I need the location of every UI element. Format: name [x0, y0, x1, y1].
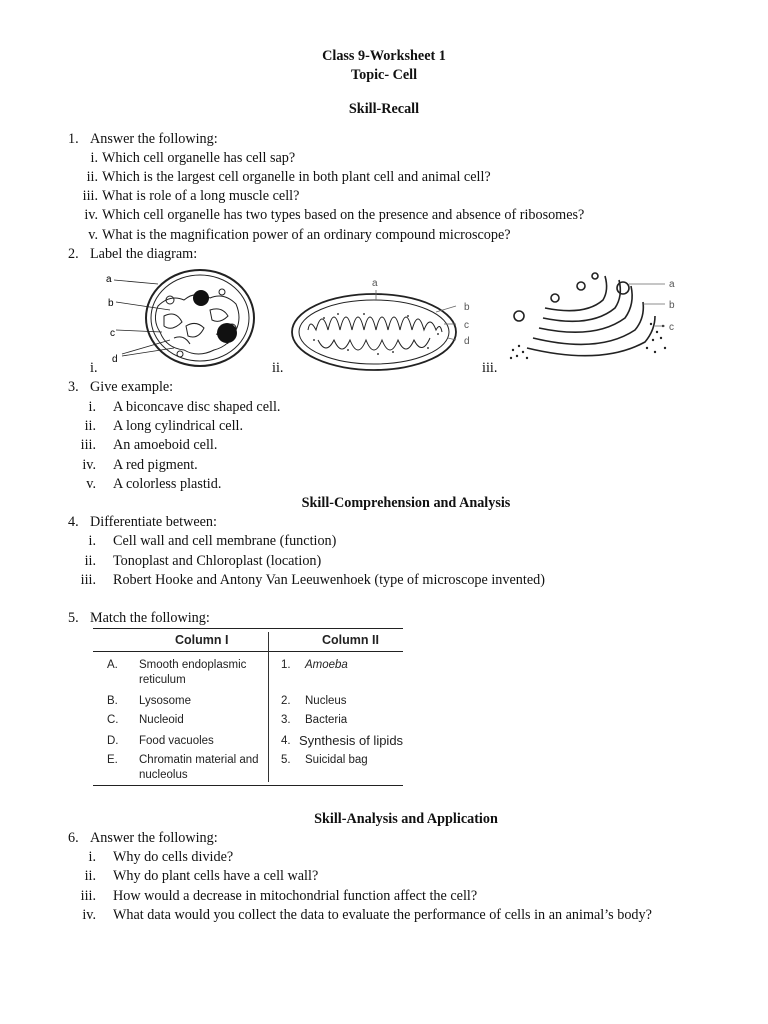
column-1-cell: Smooth endoplasmic: [139, 659, 247, 671]
question-number: 2.: [68, 246, 79, 262]
item-numeral: iv.: [82, 457, 96, 473]
column-1-cell: Nucleoid: [139, 714, 184, 726]
table-rule-header: [93, 651, 403, 652]
list-item: Why do cells divide?: [113, 849, 234, 865]
row-number: 4.: [281, 735, 291, 747]
section-heading-comprehension: Skill-Comprehension and Analysis: [301, 495, 511, 511]
row-letter: A.: [107, 659, 118, 671]
column-2-cell: Bacteria: [305, 714, 348, 726]
list-item: Robert Hooke and Antony Van Leeuwenhoek (type of microscope invented): [113, 572, 545, 588]
label-d: d: [464, 336, 470, 347]
section-heading-recall: Skill-Recall: [348, 101, 420, 117]
question-number: 4.: [68, 514, 79, 530]
table-rule-bottom: [93, 785, 403, 786]
question-text: Answer the following:: [90, 131, 218, 147]
row-letter: E.: [107, 754, 118, 766]
label-d: d: [112, 354, 118, 365]
column-2-header: Column II: [322, 633, 379, 647]
question-text: Answer the following:: [90, 830, 218, 846]
item-numeral: v.: [88, 227, 98, 243]
item-numeral: ii.: [86, 169, 98, 185]
figure-label-ii: ii.: [272, 360, 284, 376]
list-item: Which is the largest cell organelle in both plant cell and animal cell?: [102, 169, 491, 185]
table-rule-top: [93, 628, 403, 629]
list-item: Which cell organelle has cell sap?: [102, 150, 296, 166]
column-1-cell-cont: nucleolus: [139, 769, 188, 781]
column-1-header: Column I: [175, 633, 229, 647]
row-letter: B.: [107, 695, 118, 707]
column-2-cell: Suicidal bag: [305, 754, 368, 766]
list-item: A long cylindrical cell.: [113, 418, 244, 434]
golgi-apparatus-diagram: [505, 264, 680, 368]
row-letter: C.: [107, 714, 119, 726]
match-table: [93, 628, 403, 788]
list-item: What is role of a long muscle cell?: [102, 188, 300, 204]
item-numeral: iii.: [80, 437, 96, 453]
question-text: Label the diagram:: [90, 246, 198, 262]
item-numeral: iii.: [80, 572, 96, 588]
worksheet-title: Class 9-Worksheet 1: [322, 48, 446, 64]
list-item: What data would you collect the data to evaluate the performance of cells in an animal’s body?: [113, 907, 652, 923]
list-item: Tonoplast and Chloroplast (location): [113, 553, 322, 569]
label-b: b: [108, 298, 114, 309]
list-item: Which cell organelle has two types based on the presence and absence of ribosomes?: [102, 207, 585, 223]
row-number: 3.: [281, 714, 291, 726]
label-c: c: [669, 322, 674, 333]
label-a: a: [106, 274, 112, 285]
label-c: c: [110, 328, 115, 339]
item-numeral: iii.: [80, 888, 96, 904]
column-1-cell: Food vacuoles: [139, 735, 214, 747]
column-2-cell: Amoeba: [305, 659, 348, 671]
section-heading-application: Skill-Analysis and Application: [314, 811, 498, 827]
question-text: Give example:: [90, 379, 174, 395]
row-letter: D.: [107, 735, 119, 747]
item-numeral: ii.: [84, 553, 96, 569]
question-number: 3.: [68, 379, 79, 395]
label-b: b: [464, 302, 470, 313]
list-item: Why do plant cells have a cell wall?: [113, 868, 319, 884]
figure-label-i: i.: [90, 360, 98, 376]
list-item: A red pigment.: [113, 457, 198, 473]
label-c: c: [464, 320, 469, 331]
item-numeral: v.: [86, 476, 96, 492]
list-item: What is the magnification power of an ordinary compound microscope?: [102, 227, 511, 243]
item-numeral: iv.: [82, 907, 96, 923]
row-number: 2.: [281, 695, 291, 707]
question-number: 5.: [68, 610, 79, 626]
question-number: 1.: [68, 131, 79, 147]
table-column-divider: [268, 632, 269, 782]
question-text: Match the following:: [90, 610, 210, 626]
list-item: An amoeboid cell.: [113, 437, 218, 453]
column-1-cell: Lysosome: [139, 695, 191, 707]
cell-diagram: [100, 266, 260, 376]
label-a: a: [669, 279, 675, 290]
column-2-cell: Nucleus: [305, 695, 347, 707]
item-numeral: iv.: [84, 207, 98, 223]
label-b: b: [669, 300, 675, 311]
figure-label-iii: iii.: [482, 360, 498, 376]
worksheet-topic: Topic- Cell: [350, 67, 418, 83]
label-a: a: [372, 278, 378, 289]
item-numeral: i.: [88, 399, 96, 415]
list-item: A biconcave disc shaped cell.: [113, 399, 281, 415]
column-1-cell-cont: reticulum: [139, 674, 186, 686]
row-number: 5.: [281, 754, 291, 766]
column-2-cell: Synthesis of lipids: [299, 733, 404, 748]
question-number: 6.: [68, 830, 79, 846]
item-numeral: i.: [88, 849, 96, 865]
column-1-cell: Chromatin material and: [139, 754, 259, 766]
list-item: A colorless plastid.: [113, 476, 222, 492]
item-numeral: ii.: [84, 868, 96, 884]
list-item: Cell wall and cell membrane (function): [113, 533, 337, 549]
item-numeral: iii.: [82, 188, 98, 204]
row-number: 1.: [281, 659, 291, 671]
item-numeral: i.: [90, 150, 98, 166]
list-item: How would a decrease in mitochondrial function affect the cell?: [113, 888, 478, 904]
item-numeral: ii.: [84, 418, 96, 434]
item-numeral: i.: [88, 533, 96, 549]
question-text: Differentiate between:: [90, 514, 217, 530]
mitochondrion-diagram: [288, 274, 478, 374]
